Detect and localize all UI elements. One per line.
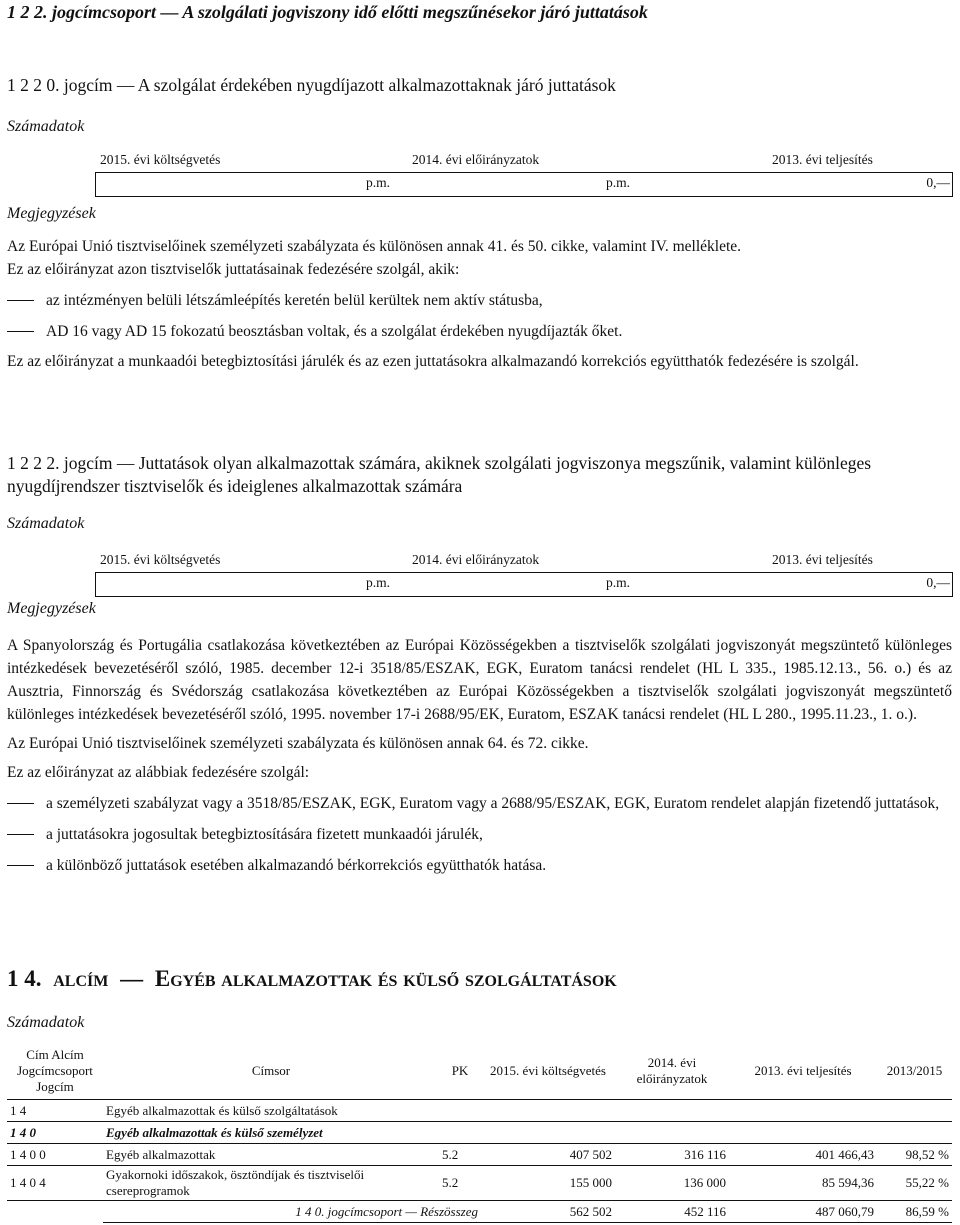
cell-pk: 5.2 <box>439 1166 481 1201</box>
divider <box>952 172 953 196</box>
note-paragraph: A Spanyolország és Portugália csatlakozása következtében az Európai Közösségekben a tisztviselők szolgálati jogviszonyát megszüntető különleges intézkedések bevezetéséről szóló, 1985. december 12-i 3518/85/ESZAK, EGK, Euratom tanácsi rendelet (HL L 335., 1985.12.13., 56. o.) és az Ausztria, Finnország és Svédország csatlakozása következtében az Európai Közösségekben a tisztviselők szolgálati jogviszonyát megszüntető különleges intézkedések bevezetéséről szóló, 1995. november 17-i 2688/95/EK, Euratom, ESZAK tanácsi rendelet (HL L 280., 1995.11.23., 1. o.). <box>7 637 952 723</box>
dash-bullet <box>7 331 34 332</box>
header-2013: 2013. évi teljesítés <box>772 552 873 567</box>
budget-table-1222 <box>0 548 960 598</box>
header-2015: 2015. évi költségvetés <box>100 152 221 167</box>
divider <box>95 172 96 196</box>
budget-table-1220 <box>0 148 960 198</box>
cell-title: Egyéb alkalmazottak és külső személyzet <box>103 1122 439 1144</box>
summary-table <box>7 1043 952 1223</box>
section-title: Egyéb alkalmazottak és külső szolgáltatások <box>154 966 617 991</box>
note-paragraph: Az Európai Unió tisztviselőinek személyzeti szabályzata és különösen annak 41. és 50. cikke, valamint IV. melléklete. <box>7 238 742 255</box>
cell-2015: 562 502 <box>481 1201 615 1223</box>
dash-bullet <box>7 834 34 835</box>
col-header-cimsor: Címsor <box>103 1043 439 1100</box>
cell-code <box>7 1201 103 1223</box>
cell-code: 1 4 0 <box>7 1122 103 1144</box>
list-item: az intézményen belüli létszámleépítés keretén belül kerültek nem aktív státusba, <box>7 289 952 312</box>
col-header-2014: 2014. évi előirányzatok <box>615 1043 729 1100</box>
notes-1222 <box>7 634 952 877</box>
dash-bullet <box>7 300 34 301</box>
title-1220: 1 2 2 0. jogcím — A szolgálat érdekében nyugdíjazott alkalmazottaknak járó juttatások <box>7 75 616 95</box>
col-header-2013: 2013. évi teljesítés <box>729 1043 877 1100</box>
header-2015: 2015. évi költségvetés <box>100 552 221 567</box>
cell-2013: 85 594,36 <box>729 1166 877 1201</box>
section-heading-122: 1 2 2. jogcímcsoport — A szolgálati jogviszony idő előtti megszűnésekor járó juttatások <box>7 2 648 22</box>
cell-code: 1 4 0 0 <box>7 1144 103 1166</box>
list-item: a személyzeti szabályzat vagy a 3518/85/ESZAK, EGK, Euratom vagy a 2688/95/ESZAK, EGK, Euratom rendelet alapján fizetendő juttatások, <box>7 792 952 815</box>
note-paragraph: Ez az előirányzat azon tisztviselők juttatásainak fedezésére szolgál, akik: <box>7 261 460 278</box>
cell-2013 <box>729 1100 877 1122</box>
divider <box>95 572 953 573</box>
col-header-pk: PK <box>439 1043 481 1100</box>
list-item: a juttatásokra jogosultak betegbiztosítására fizetett munkaadói járulék, <box>7 823 952 846</box>
list-item: AD 16 vagy AD 15 fokozatú beosztásban voltak, és a szolgálat érdekében nyugdíjazták őket. <box>7 320 952 343</box>
title-1222: 1 2 2 2. jogcím — Juttatások olyan alkalmazottak számára, akiknek szolgálati jogviszonya megszűnik, valamint különleges nyugdíjrendszer tisztviselők és ideiglenes alkalmazottak számára <box>7 453 872 496</box>
divider <box>95 196 953 197</box>
table-row <box>7 1100 952 1122</box>
col-header-ratio: 2013/2015 <box>877 1043 952 1100</box>
cell-pk <box>439 1122 481 1144</box>
col-header-2015: 2015. évi költségvetés <box>481 1043 615 1100</box>
cell-2015: 155 000 <box>481 1166 615 1201</box>
szamadatok-label-1220: Számadatok <box>7 118 85 135</box>
table-header-row <box>7 1043 952 1100</box>
cell-2013: 487 060,79 <box>729 1201 877 1223</box>
table-row <box>7 1144 952 1166</box>
cell-title: Egyéb alkalmazottak <box>103 1144 439 1166</box>
szamadatok-label-1222: Számadatok <box>7 515 85 532</box>
cell-ratio <box>877 1100 952 1122</box>
col-header-code: Cím Alcím Jogcímcsoport Jogcím <box>7 1043 103 1100</box>
section-heading-14 <box>7 966 617 992</box>
section-number: 1 4. <box>7 966 42 991</box>
divider <box>952 572 953 596</box>
cell-ratio <box>877 1122 952 1144</box>
cell-2013 <box>729 1122 877 1144</box>
megjegyzesek-label-1220: Megjegyzések <box>7 205 96 222</box>
cell-code: 1 4 <box>7 1100 103 1122</box>
cell-code: 1 4 0 4 <box>7 1166 103 1201</box>
cell-2015 <box>481 1122 615 1144</box>
list-item: a különböző juttatások esetében alkalmazandó bérkorrekciós együtthatók hatása. <box>7 854 952 877</box>
value-2014: p.m. <box>605 575 630 590</box>
section-dash: — <box>120 966 144 991</box>
value-2015: p.m. <box>365 575 390 590</box>
value-2015: p.m. <box>365 175 390 190</box>
cell-2014: 316 116 <box>615 1144 729 1166</box>
header-2014: 2014. évi előirányzatok <box>412 152 540 167</box>
cell-ratio: 86,59 % <box>877 1201 952 1223</box>
cell-pk <box>439 1100 481 1122</box>
megjegyzesek-label-1222: Megjegyzések <box>7 600 96 617</box>
cell-ratio: 55,22 % <box>877 1166 952 1201</box>
cell-2013: 401 466,43 <box>729 1144 877 1166</box>
cell-2014 <box>615 1100 729 1122</box>
divider <box>95 172 953 173</box>
section-kind: alcím <box>53 966 109 991</box>
cell-2014 <box>615 1122 729 1144</box>
dash-bullet <box>7 803 34 804</box>
divider <box>95 596 953 597</box>
value-2013: 0,— <box>926 175 950 190</box>
cell-2015: 407 502 <box>481 1144 615 1166</box>
cell-2014: 136 000 <box>615 1166 729 1201</box>
cell-pk: 5.2 <box>439 1144 481 1166</box>
table-row <box>7 1122 952 1144</box>
table-row-subtotal <box>7 1201 952 1223</box>
notes-1220 <box>7 235 952 373</box>
cell-title: Egyéb alkalmazottak és külső szolgáltatások <box>103 1100 439 1122</box>
note-paragraph: Ez az előirányzat az alábbiak fedezésére szolgál: <box>7 764 310 781</box>
table-row <box>7 1166 952 1201</box>
header-2013: 2013. évi teljesítés <box>772 152 873 167</box>
cell-subtotal-label: 1 4 0. jogcímcsoport — Részösszeg <box>103 1201 481 1223</box>
cell-title: Gyakornoki időszakok, ösztöndíjak és tisztviselői csereprogramok <box>103 1166 439 1201</box>
cell-ratio: 98,52 % <box>877 1144 952 1166</box>
header-2014: 2014. évi előirányzatok <box>412 552 540 567</box>
cell-2015 <box>481 1100 615 1122</box>
cell-2014: 452 116 <box>615 1201 729 1223</box>
note-paragraph: Az Európai Unió tisztviselőinek személyzeti szabályzata és különösen annak 64. és 72. cikke. <box>7 735 589 752</box>
value-2014: p.m. <box>605 175 630 190</box>
value-2013: 0,— <box>926 575 950 590</box>
szamadatok-label-14: Számadatok <box>7 1014 85 1031</box>
note-paragraph: Ez az előirányzat a munkaadói betegbiztosítási járulék és az ezen juttatásokra alkalmazandó korrekciós együtthatók fedezésére is szolgál. <box>7 353 859 370</box>
dash-bullet <box>7 865 34 866</box>
divider <box>95 572 96 596</box>
